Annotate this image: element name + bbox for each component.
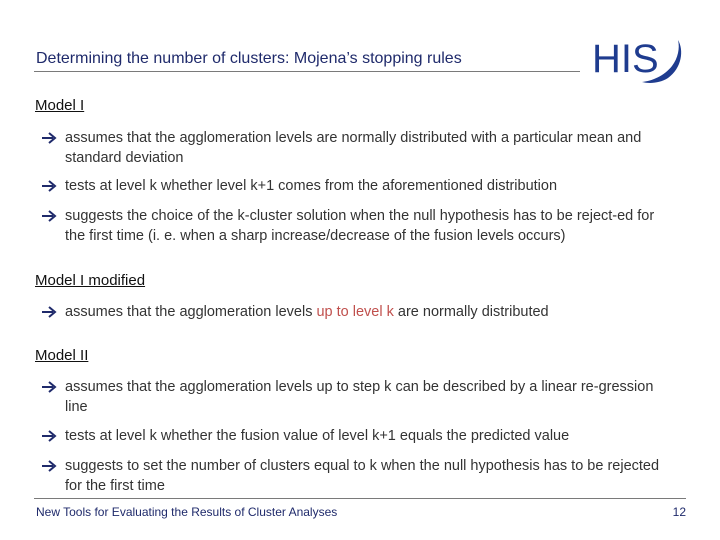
logo-text: HIS [592, 37, 659, 81]
arrow-right-icon [41, 302, 59, 322]
section-heading-model-ii: Model II [35, 347, 89, 364]
page-number: 12 [672, 505, 686, 519]
bullet-text: tests at level k whether the fusion value of level k+1 equals the predicted value [65, 428, 570, 444]
arrow-right-icon [41, 128, 59, 148]
list-item [35, 206, 675, 246]
footer-divider [34, 498, 686, 499]
bullet-text: suggests the choice of the k-cluster solution when the null hypothesis has to be reject-ed for the first time (i. e. when a sharp increase/decrease of the fusion levels occurs) [65, 208, 655, 244]
bullet-text-highlight: up to level k [316, 304, 394, 320]
list-item [35, 456, 675, 496]
arrow-right-icon [41, 176, 59, 196]
section-heading-model-i: Model I [35, 97, 85, 114]
his-logo [592, 34, 688, 88]
list-item [35, 377, 675, 417]
bullet-text: suggests to set the number of clusters equal to k when the null hypothesis has to be rejected for the first time [65, 458, 660, 494]
footer-text: New Tools for Evaluating the Results of Cluster Analyses [36, 505, 338, 519]
arrow-right-icon [41, 426, 59, 446]
list-item [35, 176, 675, 196]
bullet-text: tests at level k whether level k+1 comes from the aforementioned distribution [65, 178, 558, 194]
arrow-right-icon [41, 456, 59, 476]
bullet-text: assumes that the agglomeration levels up to step k can be described by a linear re-gression line [65, 379, 654, 415]
slide-title: Determining the number of clusters: Mojena’s stopping rules [36, 50, 462, 67]
list-item [35, 128, 675, 168]
bullet-text-before: assumes that the agglomeration levels [65, 304, 317, 320]
list-item [35, 302, 675, 322]
arrow-right-icon [41, 206, 59, 226]
arrow-right-icon [41, 377, 59, 397]
title-divider [34, 71, 580, 72]
bullet-text-after: are normally distributed [393, 304, 549, 320]
section-heading-model-i-modified: Model I modified [35, 272, 146, 289]
bullet-text: assumes that the agglomeration levels are normally distributed with a particular mean and standard deviation [65, 130, 642, 166]
bullet-text [65, 302, 675, 322]
list-item [35, 426, 675, 446]
